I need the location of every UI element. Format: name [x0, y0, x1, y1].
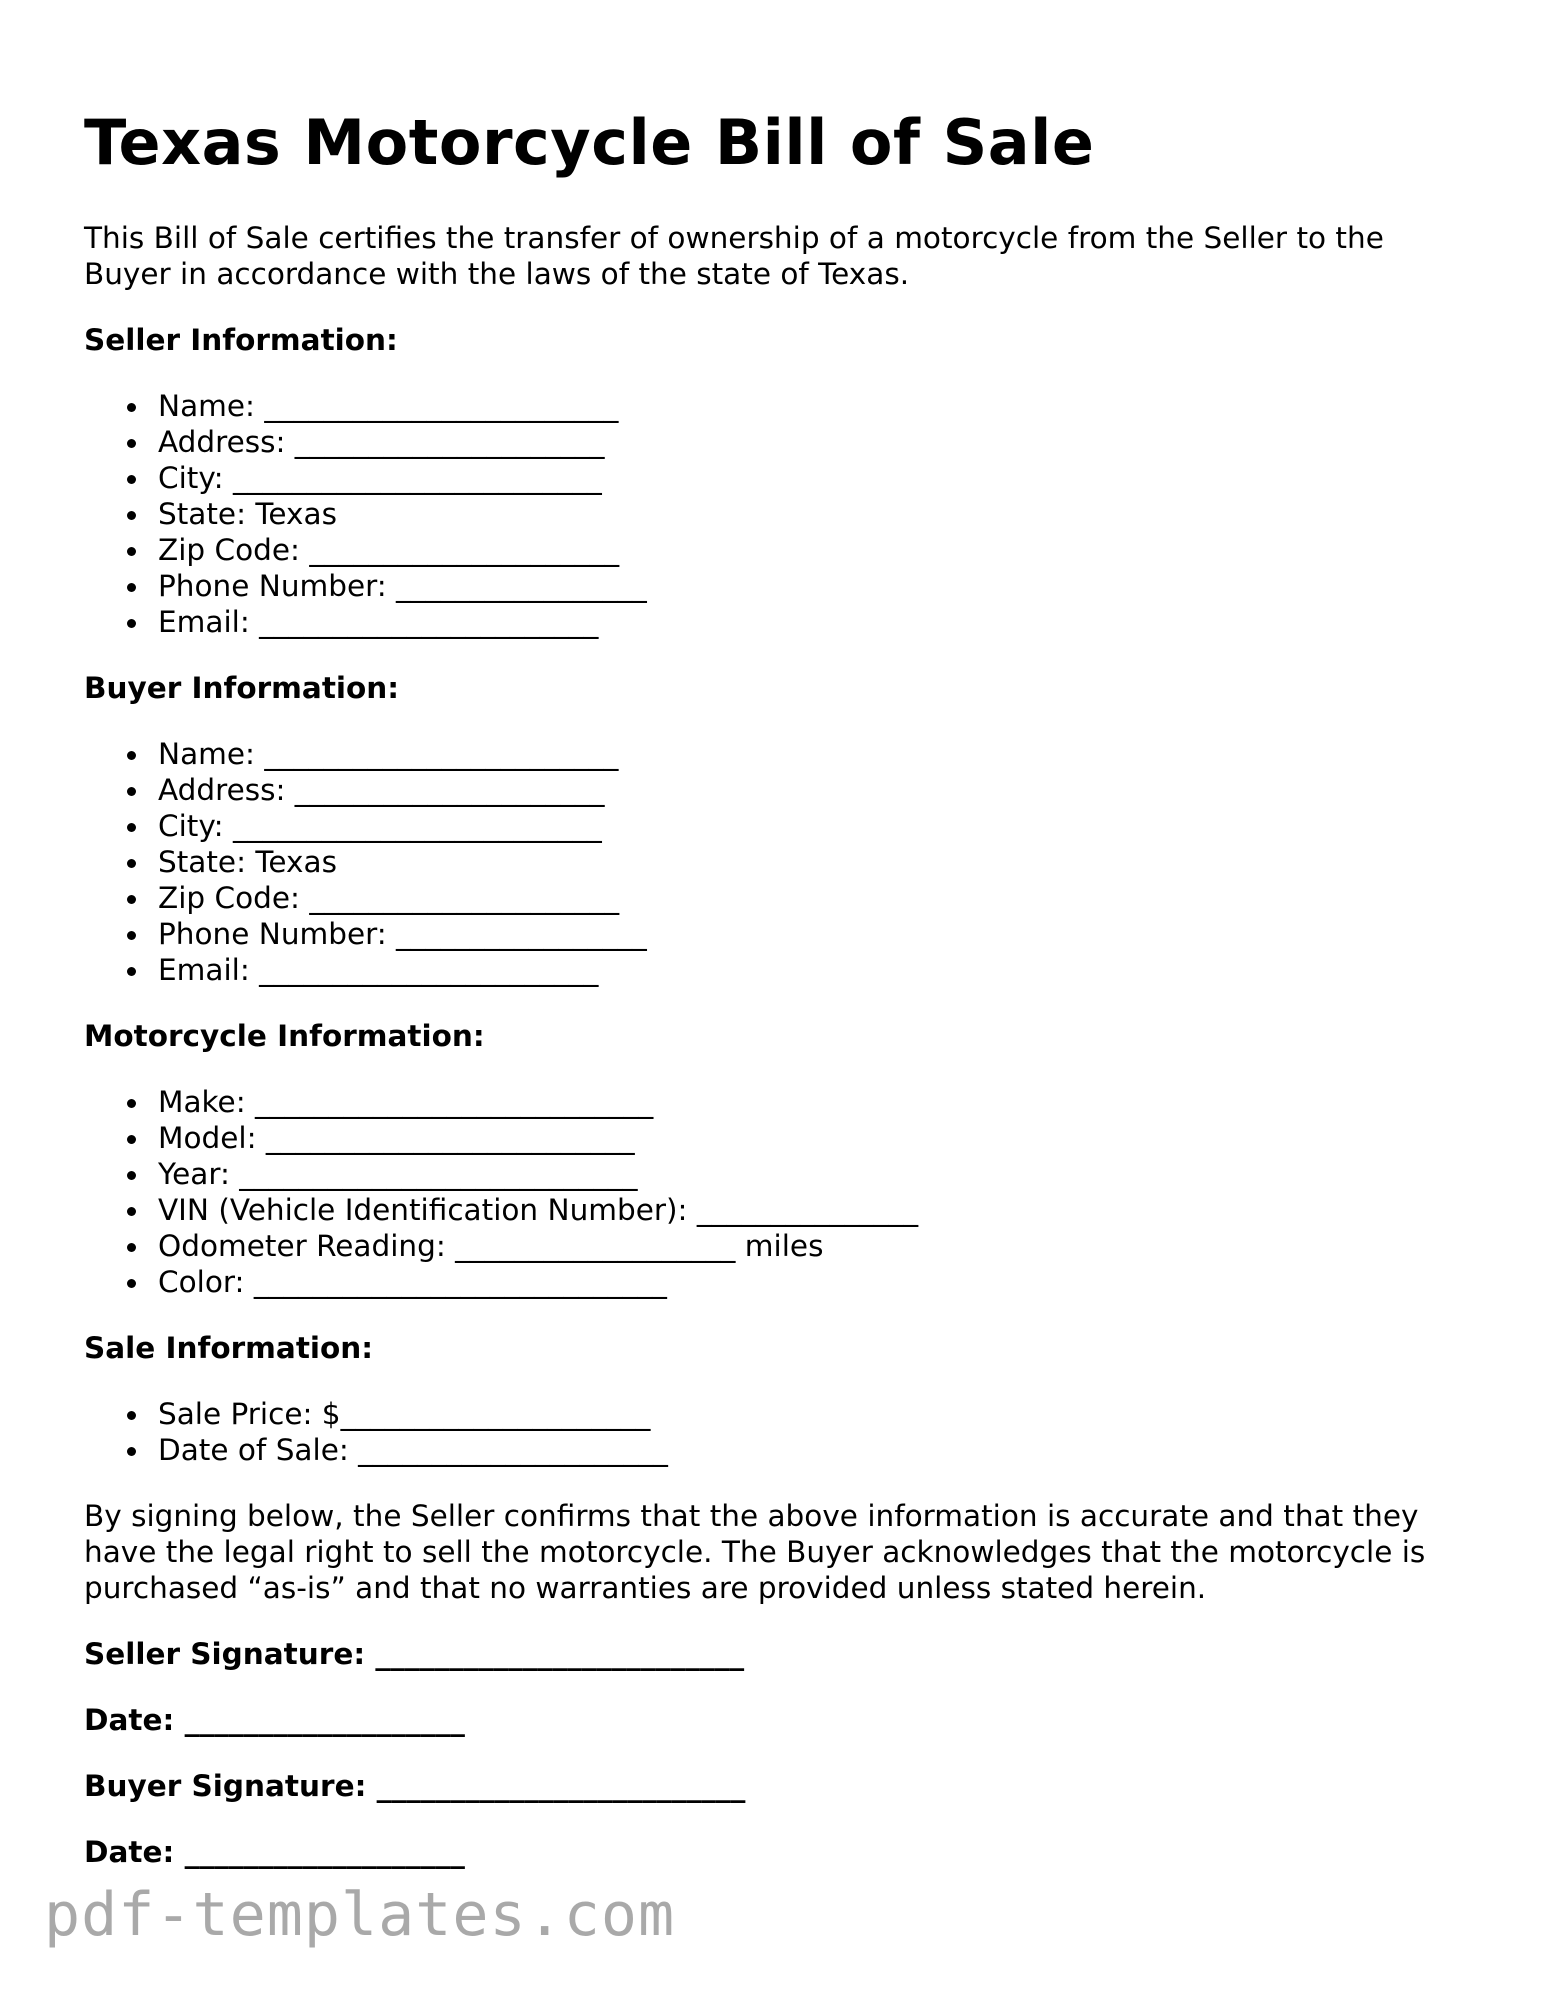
seller-state-field: State: Texas [126, 496, 1464, 532]
buyer-name-field[interactable]: Name: ________________________ [126, 736, 1464, 772]
document-page [84, 100, 1464, 1870]
seller-city-field[interactable]: City: _________________________ [126, 460, 1464, 496]
buyer-signature-line[interactable]: Buyer Signature: _________________________ [84, 1769, 746, 1803]
buyer-email-field[interactable]: Email: _______________________ [126, 952, 1464, 988]
sale-price-field[interactable]: Sale Price: $_____________________ [126, 1396, 1464, 1432]
motorcycle-field-list [84, 1084, 1464, 1300]
seller-date-line[interactable]: Date: ___________________ [84, 1703, 465, 1737]
buyer-zip-field[interactable]: Zip Code: _____________________ [126, 880, 1464, 916]
color-field[interactable]: Color: ____________________________ [126, 1264, 1464, 1300]
buyer-city-field[interactable]: City: _________________________ [126, 808, 1464, 844]
buyer-heading: Buyer Information: [84, 671, 400, 705]
seller-signature-line[interactable]: Seller Signature: _________________________ [84, 1637, 745, 1671]
intro-paragraph: This Bill of Sale certifies the transfer of ownership of a motorcycle from the Seller to the Buyer in accordance with the laws of the state of Texas. [84, 221, 1384, 291]
buyer-address-field[interactable]: Address: _____________________ [126, 772, 1464, 808]
seller-name-field[interactable]: Name: ________________________ [126, 388, 1464, 424]
seller-field-list [84, 388, 1464, 640]
make-field[interactable]: Make: ___________________________ [126, 1084, 1464, 1120]
seller-heading: Seller Information: [84, 323, 398, 357]
vin-field[interactable]: VIN (Vehicle Identification Number): _______________ [126, 1192, 1464, 1228]
watermark: pdf-templates.com [44, 1880, 676, 1950]
buyer-date-line[interactable]: Date: ___________________ [84, 1835, 465, 1869]
odometer-field[interactable]: Odometer Reading: ___________________ miles [126, 1228, 1464, 1264]
sale-field-list [84, 1396, 1464, 1468]
motorcycle-heading: Motorcycle Information: [84, 1019, 485, 1053]
seller-phone-field[interactable]: Phone Number: _________________ [126, 568, 1464, 604]
buyer-phone-field[interactable]: Phone Number: _________________ [126, 916, 1464, 952]
sale-heading: Sale Information: [84, 1331, 374, 1365]
model-field[interactable]: Model: _________________________ [126, 1120, 1464, 1156]
date-of-sale-field[interactable]: Date of Sale: _____________________ [126, 1432, 1464, 1468]
seller-address-field[interactable]: Address: _____________________ [126, 424, 1464, 460]
document-title: Texas Motorcycle Bill of Sale [84, 106, 1095, 179]
year-field[interactable]: Year: ___________________________ [126, 1156, 1464, 1192]
closing-paragraph: By signing below, the Seller confirms that the above information is accurate and that they have the legal right to sell the motorcycle. The Buyer acknowledges that the motorcycle is purchased “as-is” and that no warranties are provided unless stated herein. [84, 1499, 1426, 1605]
seller-zip-field[interactable]: Zip Code: _____________________ [126, 532, 1464, 568]
seller-email-field[interactable]: Email: _______________________ [126, 604, 1464, 640]
buyer-state-field: State: Texas [126, 844, 1464, 880]
buyer-field-list [84, 736, 1464, 988]
